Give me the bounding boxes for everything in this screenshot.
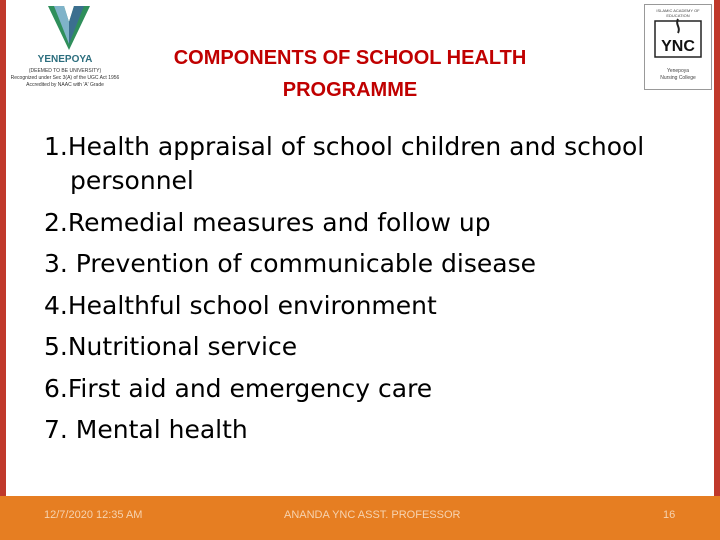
footer-page-number: 16	[663, 509, 676, 521]
list-item: 5.Nutritional service	[44, 332, 298, 361]
footer-author: ANANDA YNC ASST. PROFESSOR	[284, 509, 461, 521]
slide-title-line2: PROGRAMME	[282, 79, 418, 101]
right-border	[714, 0, 720, 540]
list-item: 4.Healthful school environment	[44, 290, 437, 320]
yenepoya-emblem-icon	[42, 4, 96, 52]
slide-title-line1: COMPONENTS OF SCHOOL HEALTH	[173, 47, 527, 69]
footer-date: 12/7/2020 12:35 AM	[44, 509, 143, 521]
ync-emblem-icon	[653, 15, 703, 61]
list-item: 2.Remedial measures and follow up	[44, 207, 491, 237]
logo-right-top-text: ISLAMIC ACADEMY OF EDUCATION	[656, 8, 700, 18]
list-item: 3. Prevention of communicable disease	[44, 249, 536, 278]
list-item: 7. Mental health	[44, 415, 248, 444]
slide-title	[130, 42, 570, 106]
logo-left-line3: Accredited by NAAC with 'A' Grade	[26, 82, 104, 88]
logo-right-line1: Yenepoya	[666, 68, 690, 74]
list-item: 6.First aid and emergency care	[44, 373, 433, 403]
list-item: 1.Health appraisal of school children and school	[44, 132, 645, 161]
yenepoya-logo	[10, 4, 130, 100]
ync-brand: YNC	[661, 38, 695, 55]
logo-left-line1: (DEEMED TO BE UNIVERSITY)	[28, 68, 102, 74]
logo-right-line2: Nursing College	[660, 75, 696, 81]
yenepoya-brand: YENEPOYA	[37, 54, 93, 65]
components-list	[44, 130, 694, 451]
logo-left-line2: Recognized under Sec 3(A) of the UGC Act 1956	[10, 75, 120, 81]
left-border	[0, 0, 6, 540]
ync-logo	[644, 4, 712, 90]
list-item-continuation: personnel	[70, 166, 194, 195]
